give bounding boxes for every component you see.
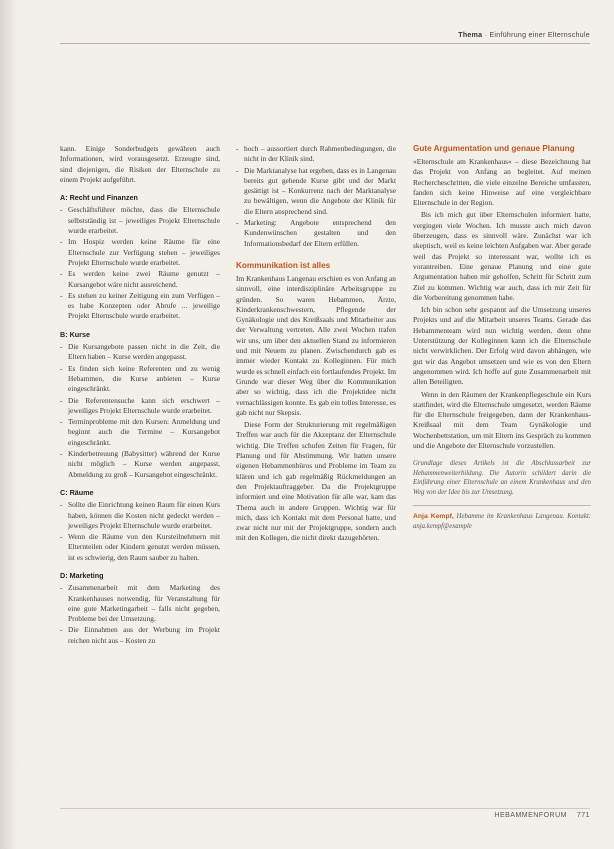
section-heading-recht: A: Recht und Finanzen [60,193,138,203]
list-item: - Wenn die Räume von den Kursteilnehmern mit Elternteilen oder Kindern genutzt werden müssen, ist es schwierig, den Raum sauber zu halten. [60,532,220,563]
list-item: - Die Einnahmen aus der Werbung im Projekt reichen nicht aus – Kosten zu [60,625,220,646]
list-raeume [60,500,220,563]
section-heading-raeume: C: Räume [60,487,94,497]
section-heading-kurse: B: Kurse [60,329,90,339]
list-item: - Marketing: Angebote entsprechend den Kundenwünschen gestalten und den Informationsbedarf der Eltern erfüllen. [236,218,396,249]
author-divider [413,505,591,506]
list-marketing [60,583,220,646]
paragraph: Wenn in den Räumen der Krankenpflegeschule ein Kurs stattfindet, wird die Elternschule umgesetzt, werden Räume für die Elternschule freigegeben, dann der Krankenhaus-Kreißsaal mit dem Team Gynäkologie und Wochenbettstation, um mit Eltern ins Gespräch zu kommen und die Angebote der Elternschule vorzustellen. [413,389,591,451]
article-note: Grundlage dieses Artikels ist die Abschlussarbeit zur Hebammenweiterbildung. Die Autorin schildert darin die Einführung einer Elternschule an einem Krankenhaus und den Weg von der Idee bis zur Umsetzung. [413,460,591,496]
author-name: Anja Kempf, [413,513,454,521]
paragraph: Im Krankenhaus Langenau erschien es von Anfang an sinnvoll, eine interdisziplinäre Arbeitsgruppe zu gründen. So waren Hebammen, Ärzte, Kinderkrankenschwestern, Pflegende der Gynäkologie und des Kreißsaals und Mitarbeiter aus der Verwaltung vertreten. Alle zwei Wochen trafen wir uns, um über den aktuellen Stand zu informieren und mit Neuem zu planen. Zwischendurch gab es immer wieder Kontakt zu Kolleginnen. Für mich wurde es schnell einfach ein fortlaufendes Projekt. Im Grunde war dieser Weg über die Kommunikation aber so wichtig, dass ich die Projektidee nicht vernachlässigen konnte. Es gab ein tolles Interesse, es gab nicht nur Skepsis. [236,273,396,417]
list-item: - Die Marktanalyse hat ergeben, dass es in Langenau bereits gut gehende Kurse gibt und der Markt gesättigt ist – Konkurrenz nach der Marktanalyse zu bewältigen, wenn die Angebote der Klinik für die Eltern ansprechend sind. [236,166,396,217]
paragraph: Bis ich mich gut über Elternschulen informiert hatte, vergingen viele Wochen. Ich musste auch mich davon überzeugen, dass es sinnvoll wäre. Zunächst war ich skeptisch, weil es keine leichten Aufgaben war. Aber gerade weil das Projekt so interessant war, wollte ich es vorantreiben. Eine genaue Planung und eine gute Argumentation haben mir geholfen, Schritt für Schritt zum Ziel zu kommen. Wichtig war auch, dass ich mir Zeit für die Vorbereitung genommen habe. [413,210,591,302]
paragraph: Ich bin schon sehr gespannt auf die Umsetzung unseres Projekts und auf die Mitarbeit unseres Teams. Gerade das Hebammenteam wird nun wichtig werden, denn ohne Unterstützung der Kolleginnen kann ich die Elternschule nicht verwirklichen. Der Erfolg wird davon abhängen, wie gut wir das Angebot umsetzen und wie es von den Eltern angenommen wird. Ich hoffe auf gute Zusammenarbeit mit allen Beteiligten. [413,305,591,387]
list-item: - Im Hospiz werden keine Räume für eine Elternschule zur Verfügung stehen – jeweiliges Projekt Elternschule wurde erarbeitet. [60,237,220,268]
list-item: - Terminprobleme mit den Kursen: Anmeldung und beginnt auch die Termine – Kursangebot eingeschränkt. [60,417,220,448]
header-label: Thema [458,32,483,39]
footer-divider [60,808,590,809]
paragraph: »Elternschule am Krankenhaus« – diese Bezeichnung hat das Projekt von Anfang an begleitet. Auf meinen Rechercheschritten, die viele einzelne Bereiche umfassten, fanden sich keine Hinweise auf eine vergleichbare Elternschule in der Region. [413,157,591,208]
list-kurse [60,342,220,480]
list-item: - Die Referentensuche kann sich erschwert – jeweiliges Projekt Elternschule wurde erarbeitet. [60,396,220,417]
list-continued [236,144,396,249]
list-item: - Es werden keine zwei Räume genutzt – Kursangebot wäre nicht ausreichend. [60,269,220,290]
col1-intro: kann. Einige Sonderbudgets gewähren auch Informationen, wird vorausgesetzt. Erzeugte sind, sind diejenigen, die Risiken der Elternschule zu einem Projekt aufgeführt. [60,144,220,184]
list-item: - hoch – aussortiert durch Rahmenbedingungen, die nicht in der Klinik sind. [236,144,396,165]
page-footer [470,812,590,819]
header-title: Einführung einer Elternschule [489,32,590,39]
running-header: Thema · Einführung einer Elternschule [458,32,590,39]
section-heading-kommunikation: Kommunikation ist alles [236,260,331,270]
footer-publication: HEBAMMENFORUM [494,812,568,819]
page-number: 771 [576,812,590,819]
paragraph: Diese Form der Strukturierung mit regelmäßigen Treffen war auch für die Akzeptanz der Elternschule wichtig. Die Treffen schufen Zeiten für Fragen, für Planung und für Abstimmung. Wir hatten unsere eigenen Hebammenbüros und Probleme im Team zu klären und ich gab regelmäßig Rückmeldungen an den Projektauftraggeber. Da die Projektgruppe informiert und eine Motivation für alle war, kam das Thema auch in andere Gruppen. Wichtig war für mich, dass ich Kontakt mit dem Personal hatte, und zwar nicht nur mit der Projektgruppe, sondern auch mit den Kollegen, die nicht direkt dazugehörten. [236,420,396,543]
list-item: - Sollte die Einrichtung keinen Raum für einen Kurs haben, können die Kosten nicht gedeckt werden – jeweiliges Projekt Elternschule wurde erarbeitet. [60,500,220,531]
author-box [413,512,591,531]
author-text: Hebamme im Krankenhaus Langenau. Kontakt: anja.kempf@example [413,513,591,530]
page-edge [0,0,18,849]
list-item: - Geschäftsführer möchte, dass die Elternschule selbstständig ist – jeweiliges Projekt Elternschule wurde erarbeitet. [60,205,220,236]
column-2 [236,144,396,764]
list-item: - Zusammenarbeit mit dem Marketing des Krankenhauses notwendig, für Veranstaltung für eine gute Marketingarbeit – falls nicht gegeben, Probleme bei der Umsetzung. [60,583,220,624]
list-item: - Es stehen zu keiner Zeitigung ein zum Verfügen – es habe Konzepten oder Abrufe ... jeweilige Projekt Elternschule wurde erarbeitet. [60,291,220,322]
column-1 [60,144,220,764]
section-heading-argumentation: Gute Argumentation und genaue Planung [413,144,575,153]
section-heading-marketing: D: Marketing [60,570,104,580]
list-item: - Die Kursangebote passen nicht in die Zeit, die Eltern haben – Kurse werden angepasst. [60,342,220,363]
list-recht [60,205,220,321]
column-3 [413,144,591,764]
list-item: - Es finden sich keine Referenten und zu wenig Hebammen, die Kurse anbieten – Kurse eingeschränkt. [60,364,220,395]
list-item: - Kinderbetreuung (Babysitter) während der Kurse nicht möglich – Kurse werden angepasst, Abmeldung zu groß – Kursangebot eingeschränkt. [60,449,220,480]
header-divider [60,43,590,44]
